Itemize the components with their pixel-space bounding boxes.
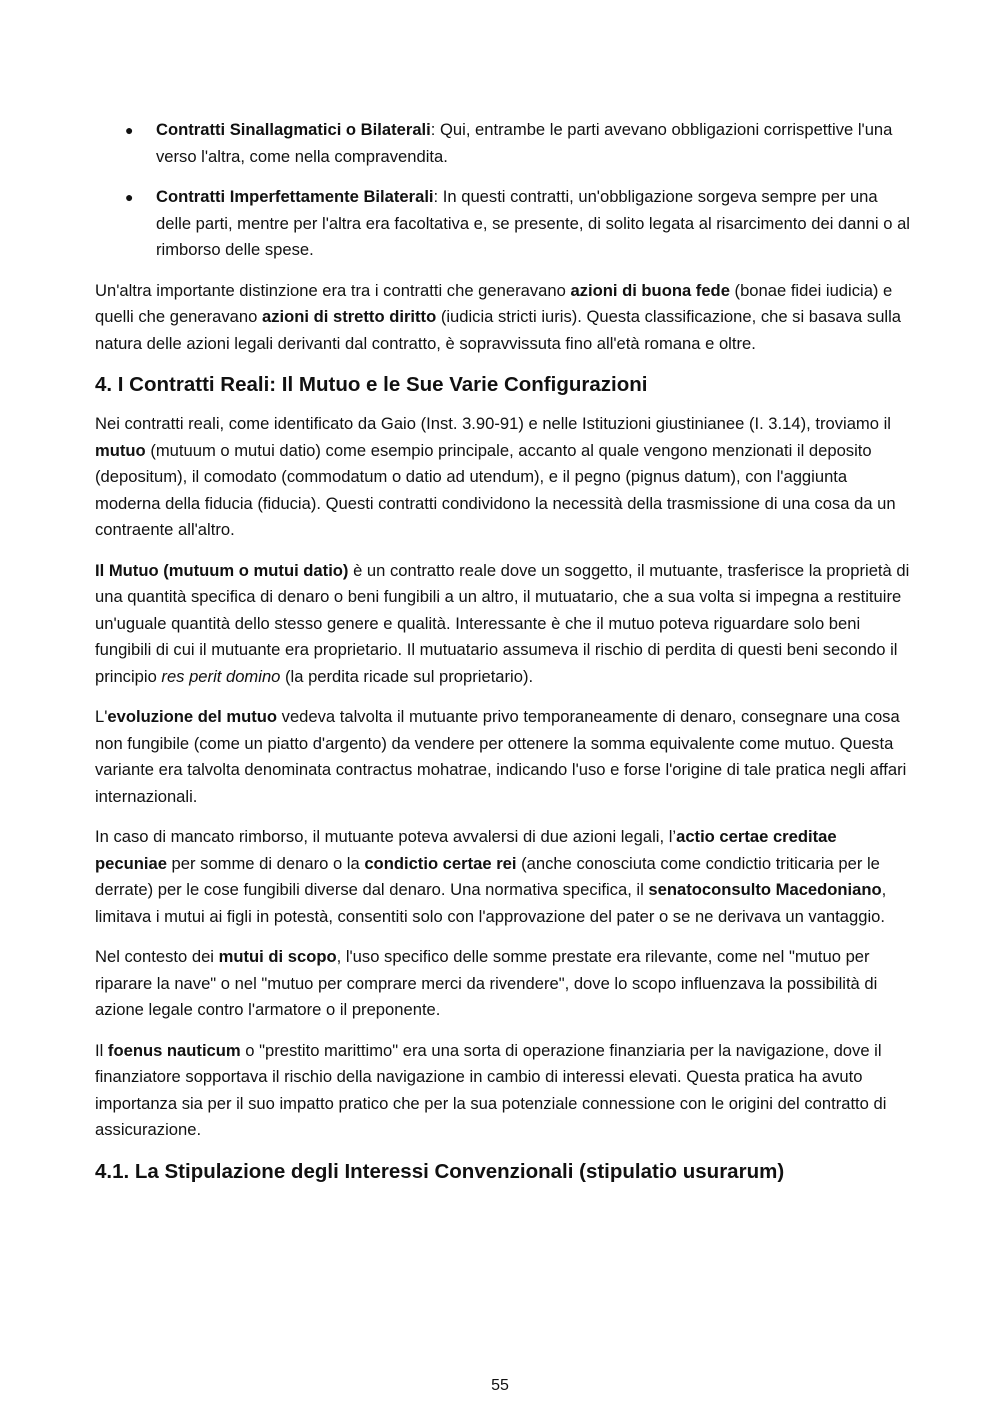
- bold-term: Il Mutuo (mutuum o mutui datio): [95, 560, 349, 580]
- list-item-term: Contratti Sinallagmatici o Bilaterali: [156, 120, 431, 139]
- list-item-text: : In questi contratti, un'obbligazione sorgeva sempre per una delle parti, mentre per l'altra era facoltativa e, se presente, di solito legata al risarcimento dei danni o al rimborso delle spese.: [156, 187, 910, 259]
- list-item-text: : Qui, entrambe le parti avevano obbligazioni corrispettive l'una verso l'altra, come nella compravendita.: [156, 120, 893, 166]
- text-run: Nel contesto dei: [95, 947, 219, 966]
- text-run: (bonae fidei iudicia) e quelli che generavano: [95, 280, 893, 326]
- paragraph-distinction: [95, 278, 910, 358]
- paragraph-purpose-loans: [95, 944, 910, 1024]
- text-run: (mutuum o mutui datio) come esempio principale, accanto al quale vengono menzionati il deposito (depositum), il comodato (commodatum o datio ad utendum), e il pegno (pignus datum), con l'aggiunta moderna della fiducia (fiducia). Questi contratti condividono la necessità della trasmissione di una cosa da un contraente all'altro.: [95, 440, 896, 539]
- text-run: , l'uso specifico delle somme prestate era rilevante, come nel "mutuo per riparare la nave" o nel "mutuo per comprare merci da rivendere", dove lo scopo influenzava la possibilità di azione legale contro l'armatore o il preponente.: [95, 947, 878, 1019]
- paragraph-mutuo: [95, 558, 910, 691]
- bold-term: mutui di scopo: [218, 947, 337, 966]
- bold-term: azioni di buona fede: [570, 280, 730, 300]
- text-run: (la perdita ricade sul proprietario).: [280, 666, 534, 686]
- paragraph-remedies: [95, 824, 910, 930]
- bold-term: condictio certae rei: [364, 853, 517, 873]
- list-item-term: Contratti Imperfettamente Bilaterali: [156, 187, 434, 206]
- bold-term: azioni di stretto diritto: [261, 307, 437, 326]
- document-page: [95, 117, 910, 1198]
- page-number: 55: [491, 1377, 509, 1394]
- bullet-icon: ●: [125, 122, 134, 138]
- text-run: Il: [95, 1040, 108, 1060]
- paragraph-real-contracts: [95, 411, 910, 544]
- text-run: (iudicia stricti iuris). Questa classificazione, che si basava sulla natura delle azioni legali derivanti dal contratto, è sopravvissuta fino all'età romana e oltre.: [95, 307, 902, 353]
- subsection-heading: 4.1. La Stipulazione degli Interessi Convenzionali (stipulatio usurarum): [95, 1159, 785, 1183]
- bullet-icon: ●: [125, 189, 134, 205]
- text-run: o "prestito marittimo" era una sorta di operazione finanziaria per la navigazione, dove il finanziatore sopportava il rischio della navigazione in cambio di interessi elevati. Questa pratica ha avuto importanza sia per il suo impatto pratico che per la sua potenziale connessione con le origini del contratto di assicurazione.: [95, 1040, 887, 1139]
- paragraph-foenus-nauticum: [95, 1038, 910, 1144]
- paragraph-evolution: [95, 704, 910, 810]
- bold-term: actio certae creditae pecuniae: [95, 827, 837, 873]
- bold-term: mutuo: [95, 440, 146, 460]
- text-run: Un'altra importante distinzione era tra i contratti che generavano: [95, 280, 571, 300]
- text-run: per somme di denaro o la: [166, 853, 365, 873]
- text-run: (anche conosciuta come condictio triticaria per le derrate) per le cose fungibili diverse dal denaro. Una normativa specifica, il: [95, 853, 880, 899]
- bold-term: senatoconsulto Macedoniano: [648, 880, 882, 899]
- bold-term: foenus nauticum: [107, 1040, 241, 1060]
- contract-types-list: [95, 117, 910, 264]
- text-run: , limitava i mutui ai figli in potestà, consentiti solo con l'approvazione del pater o se ne derivava un vantaggio.: [95, 880, 887, 926]
- text-run: Nei contratti reali, come identificato da Gaio (Inst. 3.90-91) e nelle Istituzioni giustinianee (I. 3.14), troviamo il: [95, 414, 891, 433]
- text-run: vedeva talvolta il mutuante privo temporaneamente di denaro, consegnare una cosa non fungibile (come un piatto d'argento) da vendere per ottenere la somma equivalente come mutuo. Questa variante era talvolta denominata contractus mohatrae, indicando l'uso e forse l'origine di tale pratica negli affari internazionali.: [95, 707, 907, 806]
- list-item: [95, 117, 910, 170]
- list-item: [95, 184, 910, 264]
- text-run: L': [95, 707, 108, 726]
- section-heading: 4. I Contratti Reali: Il Mutuo e le Sue Varie Configurazioni: [95, 373, 648, 396]
- text-run: In caso di mancato rimborso, il mutuante poteva avvalersi di due azioni legali, l’: [95, 827, 677, 846]
- italic-term: res perit domino: [161, 666, 281, 686]
- bold-term: evoluzione del mutuo: [107, 707, 278, 726]
- text-run: è un contratto reale dove un soggetto, il mutuante, trasferisce la proprietà di una quantità specifica di denaro o beni fungibili a un altro, il mutuatario, che a sua volta si impegna a restituire un'uguale quantità dello stesso genere e qualità. Interessante è che il mutuo poteva riguardare solo beni fungibili di cui il mutuante era proprietario. Il mutuatario assumeva il rischio di perdita di questi beni secondo il principio: [95, 560, 910, 686]
